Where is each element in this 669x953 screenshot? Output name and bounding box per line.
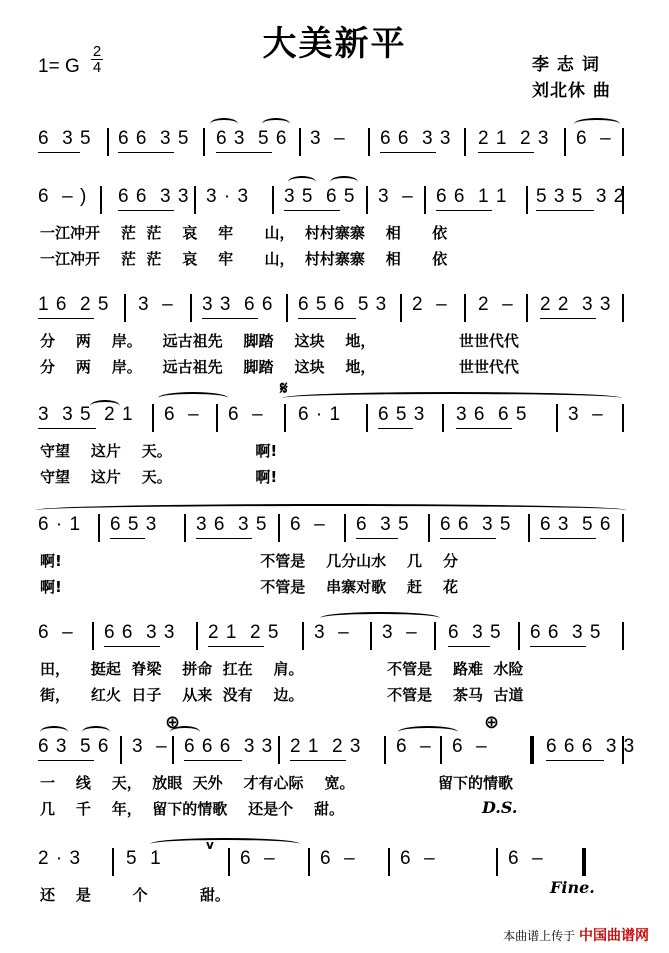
measure-notes: 6 3 5 xyxy=(356,514,410,535)
bar-line xyxy=(124,294,126,322)
measure-notes: 2 · 3 xyxy=(38,848,82,869)
measure-notes: 3 – xyxy=(314,622,350,643)
bar-line xyxy=(556,404,558,432)
beat-underline xyxy=(184,760,242,761)
measure-notes: 3 · 3 xyxy=(206,186,250,207)
notes-line xyxy=(0,128,669,162)
measure-notes: 6 – ) xyxy=(38,186,88,207)
beat-underline xyxy=(546,760,604,761)
lyrics-verse-1: 分 两 岸。 远古祖先 脚踏 这块 地， 世世代代 xyxy=(40,332,519,350)
bar-line xyxy=(272,186,274,214)
measure-notes: 2 2 3 3 xyxy=(540,294,612,315)
measure-notes: 6 – xyxy=(400,848,436,869)
measure-notes: 3 – xyxy=(310,128,346,149)
measure-notes: 6 – xyxy=(396,736,432,757)
beat-underline xyxy=(456,428,512,429)
score-row xyxy=(0,404,669,484)
measure-notes: 6 6 3 5 xyxy=(118,128,190,149)
bar-line xyxy=(107,128,109,156)
bar-line xyxy=(228,848,230,876)
beat-underline xyxy=(208,646,264,647)
measure-notes: 6 6 6 3 3 xyxy=(546,736,636,757)
notes-line xyxy=(0,736,669,770)
measure-notes: 6 · 1 xyxy=(38,514,82,535)
slur-arc xyxy=(330,176,358,188)
bar-line xyxy=(308,848,310,876)
bar-line xyxy=(100,186,102,214)
measure-notes: 6 – xyxy=(576,128,612,149)
beat-underline xyxy=(284,210,340,211)
bar-line xyxy=(564,128,566,156)
bar-line xyxy=(464,128,466,156)
beat-underline xyxy=(536,210,594,211)
bar-line xyxy=(194,186,196,214)
score-row xyxy=(0,294,669,374)
beat-underline xyxy=(356,538,398,539)
slur-arc xyxy=(574,118,620,130)
bar-line xyxy=(622,736,624,764)
bar-line xyxy=(286,294,288,322)
key-signature: 1= G xyxy=(38,56,80,77)
slur-arc xyxy=(320,612,440,624)
measure-notes: 2 1 2 5 xyxy=(208,622,280,643)
bar-line xyxy=(622,514,624,542)
bar-line xyxy=(622,622,624,650)
lyrics-verse-1: 一 线 天， 放眼 天外 才有心际 宽。 留下的情歌 xyxy=(40,774,514,792)
measure-notes: 5 1 xyxy=(126,848,162,869)
bar-line xyxy=(442,404,444,432)
bar-line xyxy=(528,514,530,542)
lyrics-verse-1: 田， 挺起 脊梁 拼命 扛在 肩。 不管是 路难 水险 xyxy=(40,660,524,678)
song-title: 大美新平 xyxy=(262,24,407,64)
measure-notes: 3 6 3 5 xyxy=(196,514,268,535)
beat-underline xyxy=(118,152,174,153)
footer xyxy=(503,925,649,945)
bar-line xyxy=(366,404,368,432)
measure-notes: 6 – xyxy=(320,848,356,869)
bar-line xyxy=(622,186,624,214)
bar-line xyxy=(196,622,198,650)
beat-underline xyxy=(448,646,490,647)
bar-line xyxy=(368,128,370,156)
measure-notes: 6 – xyxy=(164,404,200,425)
beat-underline xyxy=(110,538,145,539)
bar-line xyxy=(400,294,402,322)
beat-underline xyxy=(540,538,596,539)
slur-arc xyxy=(158,392,228,404)
bar-line xyxy=(278,514,280,542)
measure-notes: 6 3 5 6 xyxy=(216,128,288,149)
lyrics-verse-2: 一江冲开 茫 茫 哀 牢 山， 村村寨寨 相 依 xyxy=(40,250,448,268)
fine-marking: Fine. xyxy=(550,878,595,897)
measure-notes: 6 5 6 5 3 xyxy=(298,294,388,315)
score-row xyxy=(0,736,669,816)
beat-underline xyxy=(478,152,534,153)
bar-line xyxy=(112,848,114,876)
beat-underline xyxy=(202,318,258,319)
slur-arc xyxy=(36,504,626,516)
slur-arc xyxy=(40,726,68,738)
measure-notes: 6 – xyxy=(508,848,544,869)
measure-notes: 3 – xyxy=(138,294,174,315)
measure-notes: 6 – xyxy=(228,404,264,425)
lyrics-verse-2: 街， 红火 日子 从来 没有 边。 不管是 茶马 古道 xyxy=(40,686,524,704)
bar-line xyxy=(622,294,624,322)
coda-icon: ⊕ xyxy=(165,712,181,733)
measure-notes: 3 5 6 5 xyxy=(284,186,356,207)
measure-notes: 3 – xyxy=(132,736,168,757)
bar-line xyxy=(434,622,436,650)
beat-underline xyxy=(290,760,346,761)
bar-line xyxy=(496,848,498,876)
notes-line xyxy=(0,622,669,656)
measure-notes: 6 – xyxy=(452,736,488,757)
beat-underline xyxy=(118,210,174,211)
beat-underline xyxy=(38,152,80,153)
lyrics-verse-1: 还 是 个 甜。 xyxy=(40,886,230,904)
score-row xyxy=(0,622,669,702)
slur-arc xyxy=(82,726,110,738)
footer-brand: 中国曲谱网 xyxy=(579,928,649,944)
lyrics-verse-2: 啊! 不管是 串寨对歌 赶 花 xyxy=(40,578,458,596)
measure-notes: 1 6 2 5 xyxy=(38,294,110,315)
bar-line xyxy=(622,404,624,432)
beat-underline xyxy=(216,152,272,153)
measure-notes: 3 3 5 2 1 xyxy=(38,404,134,425)
bar-line xyxy=(284,404,286,432)
measure-notes: 6 6 6 3 3 xyxy=(184,736,274,757)
bar-line xyxy=(366,186,368,214)
measure-notes: 3 – xyxy=(382,622,418,643)
measure-notes: 6 6 3 5 xyxy=(530,622,602,643)
measure-notes: 2 1 2 3 xyxy=(290,736,362,757)
time-sig-top: 2 xyxy=(92,43,102,60)
breath-mark: v xyxy=(206,838,214,852)
bar-line xyxy=(518,622,520,650)
beat-underline xyxy=(38,760,94,761)
bar-line xyxy=(184,514,186,542)
notes-line xyxy=(0,848,669,882)
bar-line xyxy=(344,514,346,542)
measure-notes: 3 3 6 6 xyxy=(202,294,274,315)
measure-notes: 6 3 5 xyxy=(38,128,92,149)
measure-notes: 3 – xyxy=(378,186,414,207)
beat-underline xyxy=(38,428,96,429)
beat-underline xyxy=(378,428,413,429)
slur-arc xyxy=(210,118,238,130)
measure-notes: 6 3 5 6 xyxy=(38,736,110,757)
bar-line xyxy=(622,128,624,156)
measure-notes: 6 6 3 3 xyxy=(118,186,190,207)
slur-arc xyxy=(150,838,300,850)
bar-line xyxy=(152,404,154,432)
measure-notes: 3 – xyxy=(568,404,604,425)
time-sig-bottom: 4 xyxy=(92,59,102,76)
bar-line xyxy=(299,128,301,156)
footer-text: 本曲谱上传于 xyxy=(503,929,576,943)
bar-line xyxy=(370,622,372,650)
bar-line xyxy=(216,404,218,432)
measure-notes: 6 – xyxy=(240,848,276,869)
bar-line xyxy=(526,294,528,322)
measure-notes: 6 5 3 xyxy=(110,514,158,535)
measure-notes: 3 6 6 5 xyxy=(456,404,528,425)
measure-notes: 6 6 3 5 xyxy=(440,514,512,535)
bar-line xyxy=(120,736,122,764)
time-signature xyxy=(90,44,104,75)
measure-notes: 6 6 3 3 xyxy=(104,622,176,643)
notes-line xyxy=(0,514,669,548)
bar-line xyxy=(428,514,430,542)
measure-notes: 2 – xyxy=(478,294,514,315)
notes-line xyxy=(0,186,669,220)
slur-arc xyxy=(262,118,290,130)
measure-notes: 6 – xyxy=(38,622,74,643)
ds-marking: D.S. xyxy=(482,798,518,817)
beat-underline xyxy=(298,318,356,319)
bar-line xyxy=(172,736,174,764)
lyrics-verse-1: 一江冲开 茫 茫 哀 牢 山， 村村寨寨 相 依 xyxy=(40,224,448,242)
bar-line xyxy=(98,514,100,542)
lyrics-verse-2: 守望 这片 天。 啊! xyxy=(40,468,278,486)
bar-line xyxy=(203,128,205,156)
beat-underline xyxy=(104,646,160,647)
slur-arc xyxy=(282,392,622,404)
bar-line xyxy=(464,294,466,322)
slur-arc xyxy=(398,726,458,738)
bar-line xyxy=(388,848,390,876)
lyricist: 李 志 词 xyxy=(532,55,600,75)
measure-notes: 2 – xyxy=(412,294,448,315)
beat-underline xyxy=(540,318,596,319)
score-row xyxy=(0,514,669,594)
bar-line xyxy=(302,622,304,650)
bar-line xyxy=(424,186,426,214)
measure-notes: 6 3 5 xyxy=(448,622,502,643)
beat-underline xyxy=(380,152,436,153)
bar-line xyxy=(190,294,192,322)
measure-notes: 6 – xyxy=(290,514,326,535)
measure-notes: 6 6 1 1 xyxy=(436,186,508,207)
measure-notes: 6 3 5 6 xyxy=(540,514,612,535)
beat-underline xyxy=(436,210,492,211)
bar-line xyxy=(92,622,94,650)
bar-line xyxy=(384,736,386,764)
beat-underline xyxy=(440,538,496,539)
score-row xyxy=(0,186,669,266)
measure-notes: 6 5 3 xyxy=(378,404,426,425)
bar-line xyxy=(582,848,586,876)
measure-notes: 6 · 1 xyxy=(298,404,342,425)
bar-line xyxy=(530,736,534,764)
beat-underline xyxy=(530,646,586,647)
bar-line xyxy=(440,736,442,764)
lyrics-verse-2: 分 两 岸。 远古祖先 脚踏 这块 地， 世世代代 xyxy=(40,358,519,376)
beat-underline xyxy=(38,318,94,319)
bar-line xyxy=(278,736,280,764)
measure-notes: 2 1 2 3 xyxy=(478,128,550,149)
lyrics-verse-2: 几 千 年， 留下的情歌 还是个 甜。 xyxy=(40,800,345,818)
measure-notes: 5 3 5 3 2 xyxy=(536,186,626,207)
notes-line xyxy=(0,294,669,328)
composer: 刘北休 曲 xyxy=(532,81,611,101)
bar-line xyxy=(526,186,528,214)
lyrics-verse-1: 啊! 不管是 几分山水 几 分 xyxy=(40,552,458,570)
coda-icon: ⊕ xyxy=(484,712,500,733)
slur-arc xyxy=(90,400,120,412)
lyrics-verse-1: 守望 这片 天。 啊! xyxy=(40,442,278,460)
slur-arc xyxy=(288,176,316,188)
measure-notes: 6 6 3 3 xyxy=(380,128,452,149)
segno-icon: 𝄋 xyxy=(280,378,288,399)
beat-underline xyxy=(196,538,252,539)
